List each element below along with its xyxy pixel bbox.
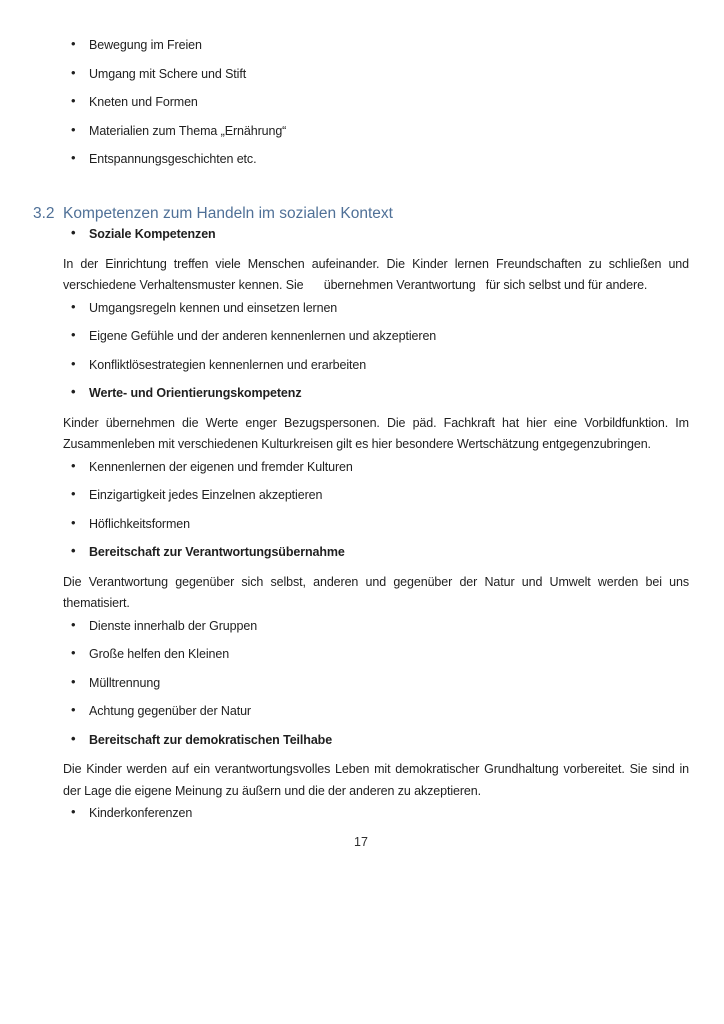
bullet-list	[33, 299, 689, 374]
subsection	[33, 384, 689, 533]
list-item-label: Große helfen den Kleinen	[89, 647, 230, 661]
list-item-label: Eigene Gefühle und der anderen kennenlernen und akzeptieren	[89, 329, 437, 343]
list-item	[33, 299, 689, 317]
intro-bullet-list	[33, 36, 689, 168]
list-item	[33, 674, 689, 692]
bullet-icon: •	[71, 645, 76, 660]
subsection-heading-item	[33, 225, 689, 243]
list-item	[33, 458, 689, 476]
subsection-heading-item	[33, 731, 689, 749]
bullet-icon: •	[71, 457, 76, 473]
list-item-label: Achtung gegenüber der Natur	[89, 704, 251, 718]
list-item	[33, 702, 689, 720]
bullet-list	[33, 804, 689, 822]
subsection-heading-label: Bereitschaft zur demokratischen Teilhabe	[89, 732, 333, 747]
paragraph: In der Einrichtung treffen viele Menschen aufeinander. Die Kinder lernen Freundschaften zu schließen und verschiedene Verhaltensmuster kennen. Sie übernehmen Verantwortung für sich selbst und für andere.	[63, 256, 689, 292]
list-item	[33, 327, 689, 345]
bullet-list	[33, 458, 689, 533]
bullet-icon: •	[71, 804, 76, 819]
subsection-heading-label: Bereitschaft zur Verantwortungsübernahme	[89, 545, 345, 559]
bullet-list	[33, 617, 689, 721]
list-item	[33, 515, 689, 533]
list-item-label: Bewegung im Freien	[89, 38, 202, 52]
list-item	[33, 356, 689, 374]
paragraph: Kinder übernehmen die Werte enger Bezugspersonen. Die päd. Fachkraft hat hier eine Vorbildfunktion. Im Zusammenleben mit verschiedenen Kulturkreisen gilt es hier besondere Wertschätzung entgegenzubringen.	[63, 415, 689, 451]
list-item-label: Kneten und Formen	[89, 95, 198, 109]
list-item-label: Einzigartigkeit jedes Einzelnen akzeptieren	[89, 488, 323, 502]
list-item	[33, 36, 689, 54]
subsection-heading-list	[33, 225, 689, 243]
list-item-label: Mülltrennung	[89, 675, 161, 690]
subsection	[33, 731, 689, 823]
list-item	[33, 804, 689, 822]
list-item-label: Entspannungsgeschichten etc.	[89, 152, 257, 166]
list-item	[33, 486, 689, 504]
subsection	[33, 225, 689, 374]
bullet-icon: •	[71, 298, 76, 314]
list-item-label: Höflichkeitsformen	[89, 516, 191, 531]
paragraph: Die Verantwortung gegenüber sich selbst, anderen und gegenüber der Natur und Umwelt werden bei uns thematisiert.	[63, 574, 689, 610]
section-heading	[33, 203, 689, 225]
bullet-icon: •	[71, 384, 76, 399]
bullet-icon: •	[71, 543, 76, 558]
bullet-icon: •	[71, 36, 76, 51]
list-item-label: Umgangsregeln kennen und einsetzen lernen	[89, 300, 338, 315]
subsection-heading-list	[33, 543, 689, 561]
bullet-icon: •	[71, 702, 76, 717]
subsection-heading-label: Soziale Kompetenzen	[89, 227, 216, 241]
bullet-icon: •	[71, 730, 76, 746]
subsection-heading-list	[33, 731, 689, 749]
bullet-icon: •	[71, 514, 76, 530]
list-item	[33, 65, 689, 83]
list-item-label: Umgang mit Schere und Stift	[89, 66, 247, 81]
subsection-heading-label: Werte- und Orientierungskompetenz	[89, 386, 302, 400]
bullet-icon: •	[71, 616, 76, 632]
paragraph: Die Kinder werden auf ein verantwortungsvolles Leben mit demokratischer Grundhaltung vorbereitet. Sie sind in der Lage die eigene Meinung zu äußern und die der anderen zu akzeptieren.	[63, 762, 689, 798]
bullet-icon: •	[71, 150, 76, 165]
page-number: 17	[354, 834, 368, 849]
bullet-icon: •	[71, 486, 76, 501]
list-item	[33, 645, 689, 663]
bullet-icon: •	[71, 673, 76, 689]
subsection-heading-item	[33, 543, 689, 561]
list-item	[33, 617, 689, 635]
bullet-icon: •	[71, 64, 76, 80]
bullet-icon: •	[71, 121, 76, 137]
list-item-label: Konfliktlösestrategien kennenlernen und erarbeiten	[89, 357, 367, 372]
subsection-heading-list	[33, 384, 689, 402]
bullet-icon: •	[71, 327, 76, 342]
section-number: 3.2	[33, 205, 55, 222]
list-item-label: Kennenlernen der eigenen und fremder Kulturen	[89, 459, 353, 474]
bullet-icon: •	[71, 355, 76, 371]
list-item-label: Kinderkonferenzen	[89, 806, 193, 820]
section-title: Kompetenzen zum Handeln im sozialen Kontext	[63, 205, 393, 222]
list-item	[33, 122, 689, 140]
bullet-icon: •	[71, 93, 76, 108]
list-item-label: Materialien zum Thema „Ernährung“	[89, 123, 287, 138]
list-item	[33, 93, 689, 111]
list-item	[33, 150, 689, 168]
bullet-icon: •	[71, 225, 76, 240]
subsection	[33, 543, 689, 720]
list-item-label: Dienste innerhalb der Gruppen	[89, 618, 258, 633]
subsection-heading-item	[33, 384, 689, 402]
